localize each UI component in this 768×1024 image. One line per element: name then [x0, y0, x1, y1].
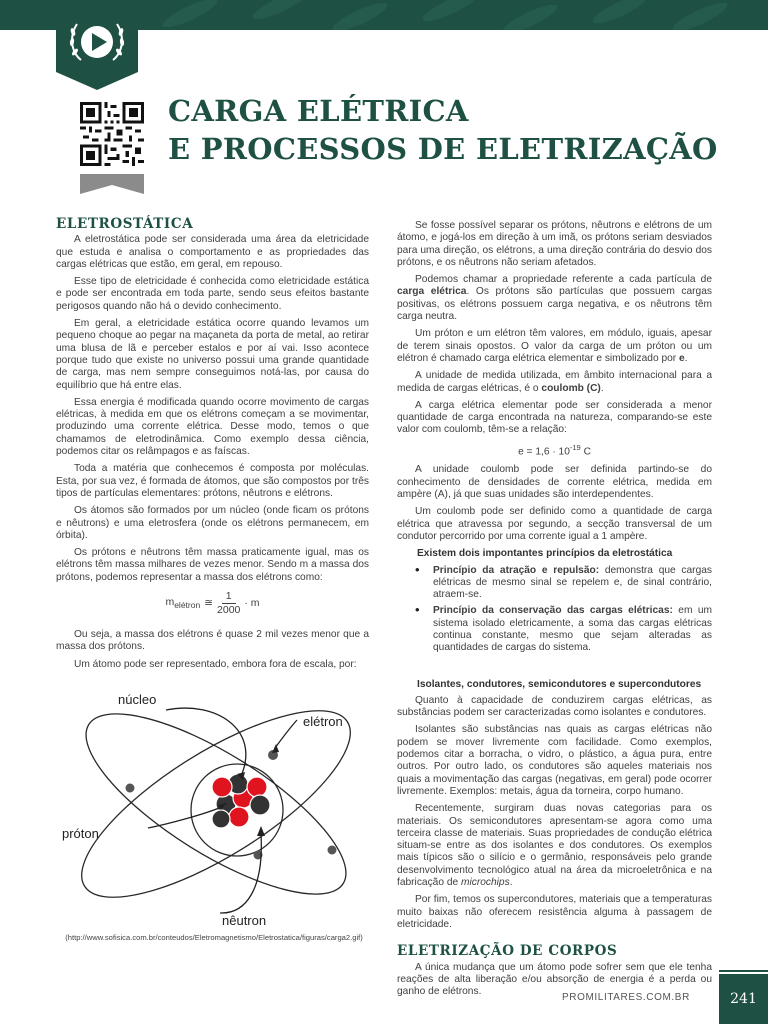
list-item: • Princípio da atração e repulsão: demonstra que cargas elétricas de mesmo sinal se repelem e, de sinal contrário, atraem-se.	[415, 565, 712, 602]
atom-diagram	[56, 684, 372, 930]
paragraph: A unidade de medida utilizada, em âmbito internacional para a medida de cargas elétricas, é o coulomb (C).	[397, 370, 712, 394]
approx-symbol: ≅	[204, 597, 214, 610]
laurel-play-icon	[67, 8, 127, 72]
label-neutron: nêutron	[222, 913, 267, 928]
elementary-charge-equation: $e = 1,6 \cdot 10^{-19}$ C	[518, 442, 591, 458]
footer-site-link[interactable]: PROMILITARES.COM.BR	[562, 992, 690, 1003]
paragraph: Por fim, temos os supercondutores, materiais que a temperaturas muito baixas não oferecem resistência alguma à passagem de eletricidade.	[397, 894, 712, 930]
paragraph: Um próton e um elétron têm valores, em módulo, iguais, apesar de terem sinais opostos. O valor da carga de um próton ou um elétron é chamado carga elétrica elementar e simbolizado por e.	[397, 328, 712, 364]
label-proton: próton	[62, 826, 99, 841]
proton-particle	[212, 777, 232, 797]
qr-code[interactable]	[80, 102, 144, 166]
electron-dot	[328, 846, 337, 855]
paragraph: Podemos chamar a propriedade referente a cada partícula de carga elétrica. Os prótons são partículas que possuem cargas positivas, os elétrons possuem carga negativa, e os nêutrons têm carga neutra.	[397, 274, 712, 323]
paragraph: Os prótons e nêutrons têm massa praticamente igual, mas os elétrons têm massa milhares de vezes menor. Sendo m a massa dos prótons, podemos representar a massa dos elétrons como:	[56, 547, 369, 583]
title-line-1: CARGA ELÉTRICA	[168, 94, 469, 128]
right-column	[397, 220, 712, 1003]
paragraph: Recentemente, surgiram duas novas categorias para os materiais. Os semicondutores apresentam-se agora como uma terceira classe de materiais. Suas propriedades de condução elétrica situam-se entre as dos isolantes e dos condutores. Os exemplos mais típicos são o silício e o germânio, responsáveis pelo grande desenvolvimento tecnológico atual na área da microeletrônica e na fabricação de microchips.	[397, 803, 712, 889]
equation-lhs: $m_{elétron}$	[165, 595, 201, 610]
fraction-numerator: 1	[222, 590, 236, 604]
fraction-denominator: 2000	[217, 604, 241, 617]
electron-dot	[126, 784, 135, 793]
principles-list	[415, 565, 712, 655]
paragraph: Essa energia é modificada quando ocorre movimento de cargas elétricas, à medida em que os elétrons começam a se movimentar, produzindo uma corrente elétrica. Desse modo, temos o que chamamos de eletrodinâmica. Como exemplo dessa ciência, podemos citar os relâmpagos e as faíscas.	[56, 396, 369, 458]
section-title-eletrostatica: ELETROSTÁTICA	[56, 216, 194, 232]
equation-rhs: · m	[244, 597, 260, 610]
paragraph: Ou seja, a massa dos elétrons é quase 2 mil vezes menor que a massa dos prótons.	[56, 629, 369, 653]
materials-heading: Isolantes, condutores, semicondutores e supercondutores	[417, 678, 702, 690]
label-nucleo: núcleo	[118, 692, 157, 707]
paragraph: Esse tipo de eletricidade é conhecida como eletricidade estática e pode ser encontrada em toda parte, sendo seus efeitos bastante perigosos quando não há o devido conhecimento.	[56, 276, 369, 312]
electron-mass-equation	[56, 590, 369, 617]
paragraph: Quanto à capacidade de conduzirem cargas elétricas, as substâncias podem ser caracterizadas como isolantes e condutores.	[397, 694, 712, 719]
paragraph: Um coulomb pode ser definido como a quantidade de carga elétrica que atravessa por segundo, a secção transversal de um condutor percorrido por uma corrente igual a 1 ampère.	[397, 506, 712, 542]
page-title	[168, 92, 748, 168]
section-title-eletrizacao: ELETRIZAÇÃO DE CORPOS	[397, 943, 618, 960]
proton-particle	[247, 777, 267, 797]
paragraph: A única mudança que um átomo pode sofrer sem que ele tenha reações de alta liberação e/ou absorção de energia é a perda ou ganho de elétrons.	[397, 961, 712, 998]
neutron-particle	[212, 810, 230, 828]
play-badge[interactable]	[56, 0, 138, 90]
figure-caption: (http://www.sofisica.com.br/conteudos/Eletromagnetismo/Eletrostatica/figuras/carga2.gif)	[65, 933, 363, 942]
paragraph: A carga elétrica elementar pode ser considerada a menor quantidade de carga encontrada na natureza, comparando-se este valor com coulomb, têm-se a relação:	[397, 399, 712, 436]
title-line-2: E PROCESSOS DE ELETRIZAÇÃO	[168, 132, 718, 166]
principles-heading: Existem dois impontantes princípios da eletrostática	[417, 548, 673, 560]
page-number: 241	[719, 974, 768, 1024]
paragraph: A eletrostática pode ser considerada uma área da eletricidade que estuda e analisa o comportamento e as propriedades das cargas elétricas que estão, em geral, em repouso.	[56, 234, 369, 270]
page-number-rule	[719, 970, 768, 972]
paragraph: Isolantes são substâncias nas quais as cargas elétricas não podem se mover livremente com facilidade. Como exemplos, podemos citar a borracha, o vidro, o plástico, a água pura, entre outros. Por outro lado, os condutores são aqueles materiais nos quais a movimentação das cargas (negativas, em geral) pode ocorrer livremente. Exemplos: metais, água da torneira, corpo humano.	[397, 724, 712, 797]
bookmark-tab	[80, 174, 144, 194]
paragraph: Os átomos são formados por um núcleo (onde ficam os prótons e nêutrons) e uma eletrosfera (onde os elétrons permanecem, em órbita).	[56, 505, 369, 541]
pointer-eletron	[275, 720, 297, 748]
paragraph: Um átomo pode ser representado, embora fora de escala, por:	[74, 658, 357, 670]
paragraph: Se fosse possível separar os prótons, nêutrons e elétrons de um átomo, e jogá-los em direção à um imã, os prótons seriam desviados para uma direção, os elétrons, a uma direção contrária do desvio dos prótons, e os nêutrons não seriam afetados.	[397, 220, 712, 268]
paragraph: Em geral, a eletricidade estática ocorre quando levamos um pequeno choque ao pegar na maçaneta da porta de metal, ao retirar uma blusa de lã e perceber estalos e por aí vai. Isso acontece porque tudo que existe no universo possui uma grande quantidade de carga, mas nem sempre conseguimos notá-las, por causa do equilíbrio que há entre elas.	[56, 318, 369, 391]
paragraph: Toda a matéria que conhecemos é composta por moléculas. Esta, por sua vez, é formada de átomos, que são compostos por três tipos de partículas elementares: prótons, nêutrons e elétrons.	[56, 463, 369, 499]
list-item: • Princípio da conservação das cargas elétricas: em um sistema isolado eletricamente, a soma das cargas elétricas continua constante, mesmo que sejam alteradas as quantidades de cargas do sistema.	[415, 605, 712, 654]
label-eletron: elétron	[303, 714, 343, 729]
paragraph: A unidade coulomb pode ser definida partindo-se do conhecimento de densidades de corrente elétrica, medida em ampère (A), já que suas unidades são interdependentes.	[397, 464, 712, 501]
nucleus	[212, 774, 270, 828]
left-column	[56, 218, 369, 676]
neutron-particle	[250, 795, 270, 815]
equation-fraction	[217, 590, 240, 617]
proton-particle	[229, 807, 249, 827]
pointer-nucleo	[166, 708, 246, 776]
